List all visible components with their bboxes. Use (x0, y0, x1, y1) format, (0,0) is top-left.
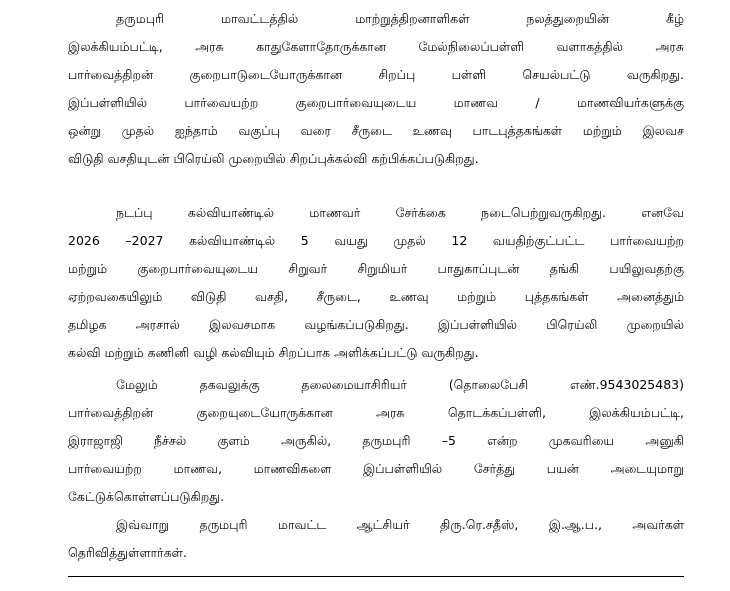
paragraph-line: இராஜாஜி நீச்சல் குளம் அருகில், தருமபுரி –5 என்ற முகவரியை அனுகி (68, 433, 684, 448)
paragraph-line: நடப்பு கல்வியாண்டில் மாணவர் சேர்க்கை நடைபெற்றுவருகிறது. எனவே (116, 205, 684, 220)
paragraph-line: 2026 –2027 கல்வியாண்டில் 5 வயது முதல் 12 வயதிற்குட்பட்ட பார்வையற்ற (68, 233, 684, 248)
paragraph-line: கல்வி மற்றும் கணினி வழி கல்வியும் சிறப்பாக அளிக்கப்பட்டு வருகிறது. (68, 345, 479, 360)
paragraph-line: தருமபுரி மாவட்டத்தில் மாற்றுத்திறனாளிகள் நலத்துறையின் கீழ் (116, 11, 684, 26)
paragraph-admission-details (68, 199, 684, 367)
paragraph-line: இப்பள்ளியில் பார்வையற்ற குறைபார்வையுடைய மாணவ / மாணவியர்களுக்கு (68, 95, 684, 110)
paragraph-line: கேட்டுக்கொள்ளப்படுகிறது. (68, 489, 225, 504)
paragraph-line: பார்வைத்திறன் குறைபாடுடையோருக்கான சிறப்பு பள்ளி செயல்பட்டு வருகிறது. (68, 67, 684, 82)
paragraph-line: இவ்வாறு தருமபுரி மாவட்ட ஆட்சியர் திரு.ரெ.சதீஸ், இ.ஆ.ப., அவர்கள் (116, 517, 684, 532)
paragraph-line: மேலும் தகவலுக்கு தலைமையாசிரியர் (தொலைபேசி எண்.9543025483) (116, 377, 684, 392)
paragraph-line: விடுதி வசதியுடன் பிரெய்லி முறையில் சிறப்புக்கல்வி கற்பிக்கப்படுகிறது. (68, 151, 479, 166)
paragraph-line: பார்வைத்திறன் குறையுடையோருக்கான அரசு தொடக்கப்பள்ளி, இலக்கியம்பட்டி, (68, 405, 684, 420)
paragraph-line: தெரிவித்துள்ளார்கள். (68, 545, 187, 560)
paragraph-line: ஏற்றவகையிலும் விடுதி வசதி, சீருடை, உணவு மற்றும் புத்தகங்கள் அனைத்தும் (68, 289, 684, 304)
paragraph-closing-attribution (68, 511, 684, 567)
paragraph-line: இலக்கியம்பட்டி, அரசு காதுகேளாதோருக்கான மேல்நிலைப்பள்ளி வளாகத்தில் அரசு (68, 39, 684, 54)
paragraph-school-introduction (68, 5, 684, 173)
paragraph-line: ஒன்று முதல் ஐந்தாம் வகுப்பு வரை சீருடை உணவு பாடபுத்தகங்கள் மற்றும் இலவச (68, 123, 684, 138)
footer-divider (68, 576, 684, 577)
paragraph-line: மற்றும் குறைபார்வையுடைய சிறுவர் சிறுமியர் பாதுகாப்புடன் தங்கி பயிலுவதற்கு (68, 261, 684, 276)
paragraph-contact-info (68, 371, 684, 511)
paragraph-line: தமிழக அரசால் இலவசமாக வழங்கப்படுகிறது. இப்பள்ளியில் பிரெய்லி முறையில் (68, 317, 684, 332)
paragraph-line: பார்வையற்ற மாணவ, மாணவிகளை இப்பள்ளியில் சேர்த்து பயன் அடையுமாறு (68, 461, 684, 476)
